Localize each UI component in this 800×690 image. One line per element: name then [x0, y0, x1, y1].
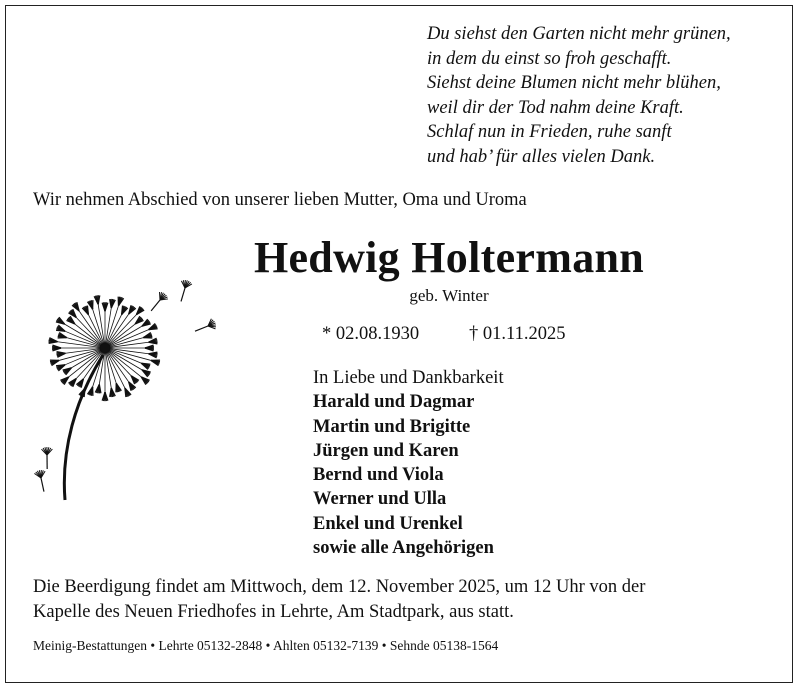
dandelion-icon — [25, 270, 235, 510]
family-name: Martin und Brigitte — [313, 416, 471, 437]
poem-line: weil dir der Tod nahm deine Kraft. — [427, 97, 684, 118]
family-name: Harald und Dagmar — [313, 392, 475, 413]
family-name: Jürgen und Karen — [313, 440, 459, 461]
death-date: † 01.11.2025 — [469, 324, 566, 344]
poem-line: Du siehst den Garten nicht mehr grünen, — [427, 24, 731, 44]
poem-line: und hab’ für alles vielen Dank. — [427, 146, 656, 167]
funeral-line: Die Beerdigung findet am Mittwoch, dem 12. November 2025, um 12 Uhr von der — [33, 577, 646, 597]
family-name: sowie alle Angehörigen — [313, 538, 494, 559]
family-signatures — [313, 366, 504, 560]
poem-line: in dem du einst so froh geschafft. — [427, 48, 672, 69]
funeral-notice — [33, 575, 783, 624]
family-intro: In Liebe und Dankbarkeit — [313, 368, 504, 388]
birth-date: * 02.08.1930 — [322, 324, 420, 344]
funeral-line: Kapelle des Neuen Friedhofes in Lehrte, Am Stadtpark, aus statt. — [33, 601, 514, 622]
family-name: Werner und Ulla — [313, 489, 447, 510]
poem-line: Siehst deine Blumen nicht mehr blühen, — [427, 73, 721, 93]
maiden-name: geb. Winter — [409, 286, 489, 305]
undertaker-contacts: Meinig-Bestattungen • Lehrte 05132-2848 • Ahlten 05132-7139 • Sehnde 05138-1564 — [33, 638, 499, 653]
farewell-intro: Wir nehmen Abschied von unserer lieben Mutter, Oma und Uroma — [33, 190, 527, 210]
family-name: Enkel und Urenkel — [313, 513, 463, 534]
family-name: Bernd und Viola — [313, 465, 444, 486]
poem-line: Schlaf nun in Frieden, ruhe sanft — [427, 122, 672, 142]
deceased-name: Hedwig Holtermann — [253, 233, 645, 282]
poem — [427, 22, 787, 169]
